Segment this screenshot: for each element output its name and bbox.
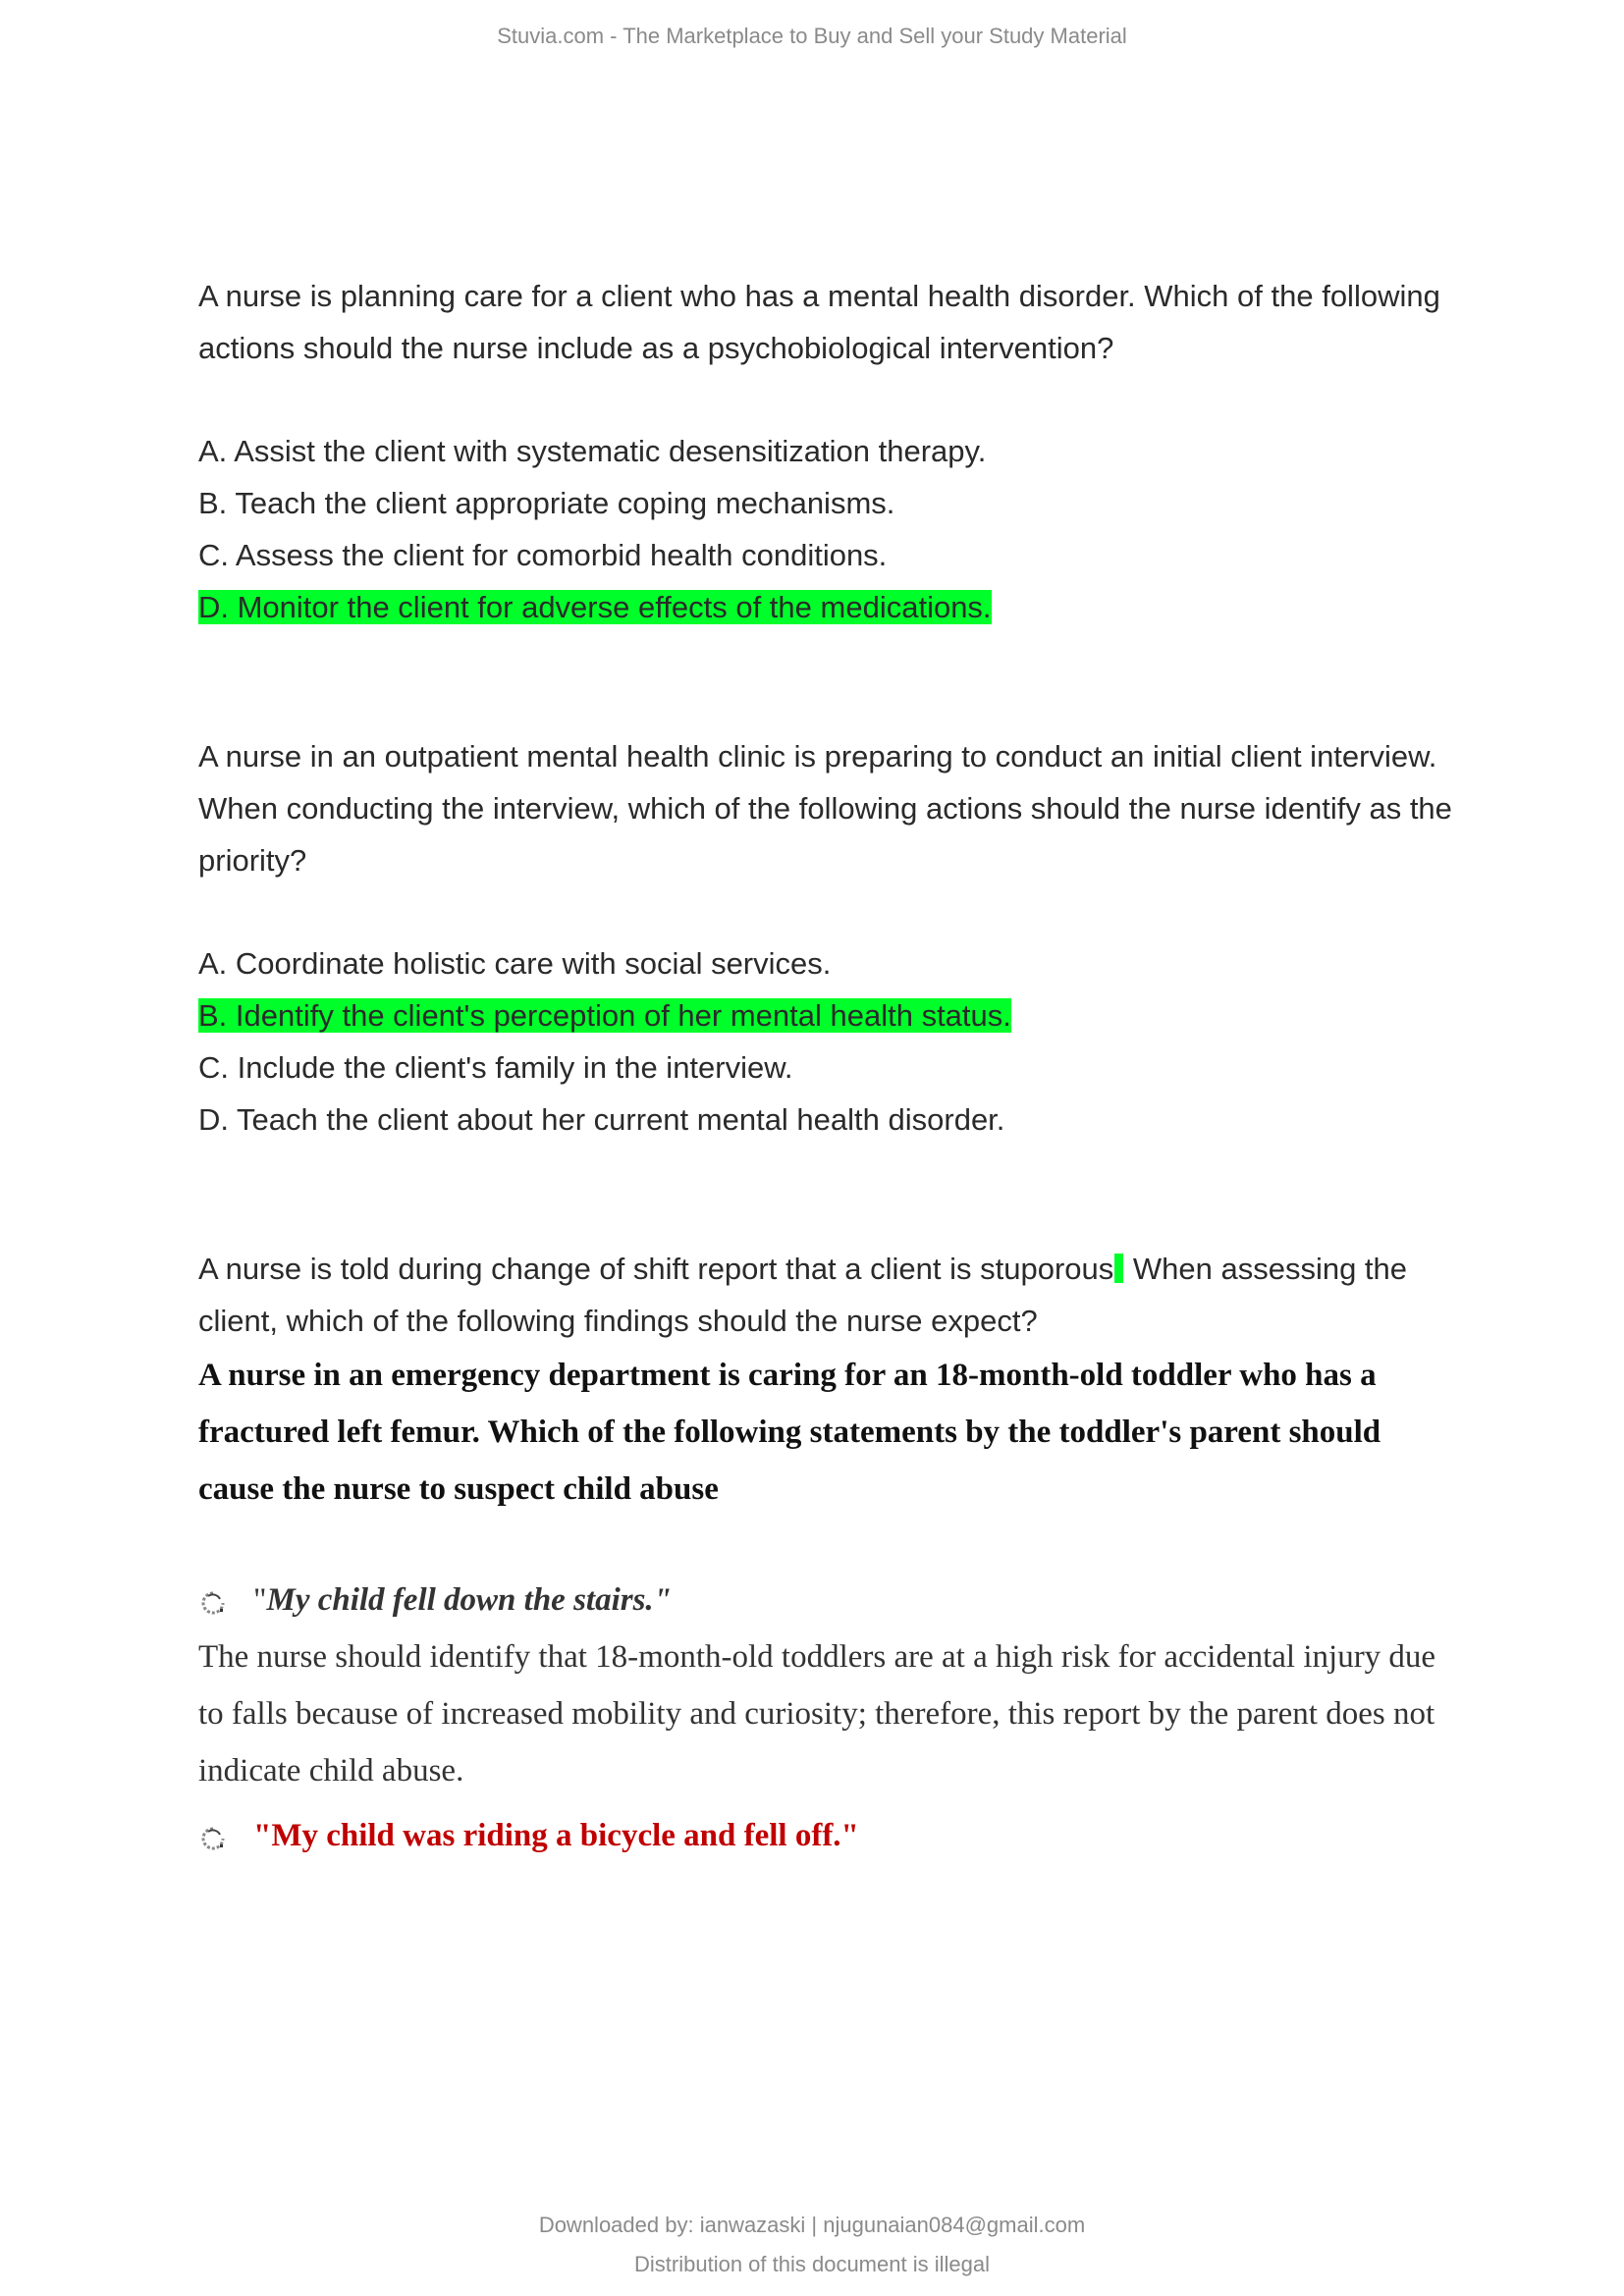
question-3-stem-line-1: [198, 1243, 1475, 1295]
question-2: [198, 730, 1475, 1146]
question-4: [198, 1347, 1475, 1864]
question-1-stem-line-2: actions should the nurse include as a psychobiological intervention?: [198, 331, 1114, 365]
document-body: [198, 270, 1475, 1864]
question-2-option-c: C. Include the client's family in the interview.: [198, 1050, 793, 1085]
question-1: [198, 270, 1475, 633]
rationale-line-2: to falls because of increased mobility and curiosity; therefore, this report by the parent does not: [198, 1696, 1435, 1732]
question-2-option-d: D. Teach the client about her current mental health disorder.: [198, 1102, 1005, 1137]
correct-answer-highlight: D. Monitor the client for adverse effects of the medications.: [198, 590, 992, 624]
stuvia-header-banner: Stuvia.com - The Marketplace to Buy and Sell your Study Material: [497, 24, 1127, 48]
question-1-option-c: C. Assess the client for comorbid health conditions.: [198, 538, 888, 572]
question-2-stem-line-3: priority?: [198, 843, 307, 878]
rationale-line-3: indicate child abuse.: [198, 1753, 464, 1789]
footer-downloaded-by: Downloaded by: ianwazaski | njugunaian084@gmail.com: [538, 2213, 1086, 2237]
answer-option-2-correct[interactable]: [198, 1807, 1475, 1864]
question-2-option-b-correct: [198, 989, 1475, 1041]
question-1-option-d-correct: [198, 581, 1475, 633]
question-3-stem-part-a: A nurse is told during change of shift report that a client is stuporous: [198, 1252, 1114, 1286]
rationale-line-1: The nurse should identify that 18-month-old toddlers are at a high risk for accidental injury due: [198, 1639, 1436, 1675]
question-4-stem-line-2: fractured left femur. Which of the following statements by the toddler's parent should: [198, 1415, 1381, 1450]
question-1-stem-line-1: A nurse is planning care for a client who has a mental health disorder. Which of the following: [198, 279, 1440, 313]
question-1-option-a: A. Assist the client with systematic desensitization therapy.: [198, 434, 987, 468]
highlight-marker: [1114, 1254, 1123, 1283]
answer-option-1-text: "My child fell down the stairs.": [253, 1582, 673, 1618]
question-3: [198, 1243, 1475, 1347]
question-4-stem-line-3: cause the nurse to suspect child abuse: [198, 1471, 719, 1507]
question-2-stem-line-2: When conducting the interview, which of the following actions should the nurse identify as the: [198, 791, 1452, 826]
correct-answer-highlight: B. Identify the client's perception of her mental health status.: [198, 998, 1011, 1033]
question-2-stem-line-1: A nurse in an outpatient mental health clinic is preparing to conduct an initial client interview.: [198, 739, 1437, 774]
radio-button-icon[interactable]: [200, 1577, 226, 1603]
radio-button-icon[interactable]: [200, 1813, 226, 1839]
question-1-option-b: B. Teach the client appropriate coping mechanisms.: [198, 486, 895, 520]
question-4-stem-line-1: A nurse in an emergency department is caring for an 18-month-old toddler who has a: [198, 1358, 1377, 1393]
question-2-option-a: A. Coordinate holistic care with social services.: [198, 946, 832, 981]
question-3-stem-line-2: client, which of the following findings should the nurse expect?: [198, 1304, 1038, 1338]
footer-distribution-notice: Distribution of this document is illegal: [634, 2252, 990, 2276]
question-3-stem-part-b: When assessing the: [1124, 1252, 1408, 1286]
answer-option-1[interactable]: [198, 1572, 1475, 1629]
answer-option-2-text: "My child was riding a bicycle and fell off.": [253, 1818, 859, 1853]
